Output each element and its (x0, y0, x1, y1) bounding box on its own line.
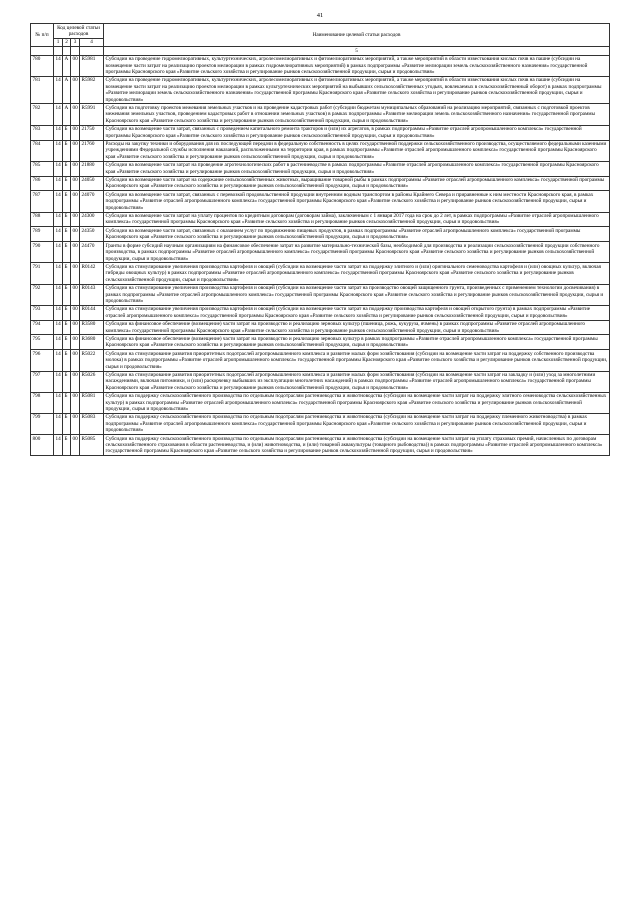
code-part-1: 14 (54, 227, 63, 242)
code-part-1: 14 (54, 176, 63, 191)
table-row (31, 350, 610, 371)
code-part-3: 00 (71, 76, 80, 104)
code-part-4: R5991 (80, 104, 104, 125)
row-description: Субсидии на возмещение части затрат на содержание сельскохозяйственных животных, выращивание товарной рыбы в рамках подпрограммы «Развитие отраслей агропромышленного комплекса» государственной программы Красноярского края «Развитие сельского хозяйства и регулирование рынков сельскохозяйственной продукции, сырья и продовольствия» (104, 176, 610, 191)
code-part-1: 14 (54, 242, 63, 263)
code-part-2: Б (63, 284, 71, 305)
code-part-4: R5081 (80, 392, 104, 413)
row-description: Субсидии на финансовое обеспечение (возмещение) части затрат на производство и реализацию зерновых культур в рамках подпрограммы «Развитие отраслей агропромышленного комплекса» государственной программы Красноярского края «Развитие сельского хозяйства и регулирование рынков сельскохозяйственной продукции, сырья и продовольствия» (104, 335, 610, 350)
row-number: 799 (31, 413, 54, 434)
code-part-2: Б (63, 161, 71, 176)
code-part-3: 00 (71, 284, 80, 305)
row-number: 796 (31, 350, 54, 371)
table-row (31, 413, 610, 434)
code-part-1: 14 (54, 435, 63, 456)
code-part-3: 00 (71, 227, 80, 242)
row-number: 782 (31, 104, 54, 125)
row-number: 783 (31, 125, 54, 140)
row-number: 791 (31, 263, 54, 284)
code-part-2: А (63, 104, 71, 125)
sub-col-1: 1 (54, 38, 63, 46)
table-row (31, 335, 610, 350)
row-description: Гранты в форме субсидий научным организациям на финансовое обеспечение затрат на развитие материально-технической базы, необходимой для производства и реализации сельскохозяйственной продукции собственного производства, в рамках подпрограммы «Развитие отраслей агропромышленного комплекса» государственной программы Красноярского края «Развитие сельского хозяйства и регулирование рынков сельскохозяйственной продукции, сырья и продовольствия» (104, 242, 610, 263)
code-part-2: Б (63, 392, 71, 413)
table-row (31, 435, 610, 456)
code-part-3: 00 (71, 212, 80, 227)
code-part-3: 00 (71, 140, 80, 161)
row-description: Субсидии на возмещение части затрат на проведение агротехнологических работ в растениеводстве в рамках подпрограммы «Развитие отраслей агропромышленного комплекса» государственной программы Красноярского края «Развитие сельского хозяйства и регулирование рынков сельскохозяйственной продукции, сырья и продовольствия» (104, 161, 610, 176)
code-part-4: 24050 (80, 176, 104, 191)
code-part-1: 14 (54, 413, 63, 434)
code-part-1: 14 (54, 191, 63, 212)
row-number: 793 (31, 305, 54, 320)
code-part-4: R5026 (80, 371, 104, 392)
code-header: Код целевой статьи расходов (54, 24, 104, 39)
code-part-1: 14 (54, 140, 63, 161)
code-part-1: 14 (54, 392, 63, 413)
sub-col-3: 3 (71, 38, 80, 46)
row-number: 795 (31, 335, 54, 350)
row-number: 798 (31, 392, 54, 413)
row-number: 789 (31, 227, 54, 242)
code-part-3: 00 (71, 392, 80, 413)
code-part-4: R0144 (80, 305, 104, 320)
row-number: 780 (31, 55, 54, 76)
code-part-1: 14 (54, 335, 63, 350)
row-description: Расходы на закупку техники и оборудования для их последующей передачи в федеральную собственность в целях государственной поддержки сельскохозяйственного производства, осуществляемого федеральными казенными учреждениями Федеральной службы исполнения наказаний, расположенными на территории края, в рамках подпрограммы «Развитие отраслей агропромышленного комплекса» государственной программы Красноярского края «Развитие сельского хозяйства и регулирование рынков сельскохозяйственной продукции, сырья и продовольствия» (104, 140, 610, 161)
code-part-3: 00 (71, 335, 80, 350)
code-part-1: 14 (54, 55, 63, 76)
code-part-4: 24470 (80, 242, 104, 263)
code-part-3: 00 (71, 413, 80, 434)
code-part-2: Б (63, 305, 71, 320)
row-description: Субсидии на возмещение части затрат, связанных с проведением капитального ремонта тракторов и (или) их агрегатов, в рамках подпрограммы «Развитие отраслей агропромышленного комплекса» государственной программы Красноярского края «Развитие сельского хозяйства и регулирование рынков сельскохозяйственной продукции, сырья и продовольствия» (104, 125, 610, 140)
table-row (31, 191, 610, 212)
code-part-4: R3680 (80, 335, 104, 350)
name-column-number: 5 (104, 47, 610, 55)
code-part-4: 24300 (80, 212, 104, 227)
row-description: Субсидии на возмещение части затрат, связанных с перевозкой продовольственной продукции внутренним водным транспортом в районы Крайнего Севера и приравненные к ним местности Красноярского края, в рамках подпрограммы «Развитие отраслей агропромышленного комплекса» государственной программы Красноярского края «Развитие сельского хозяйства и регулирование рынков сельскохозяйственной продукции, сырья и продовольствия» (104, 191, 610, 212)
code-part-1: 14 (54, 76, 63, 104)
num-header: № п/п (31, 24, 54, 47)
code-part-1: 14 (54, 125, 63, 140)
table-row (31, 242, 610, 263)
row-description: Субсидии на возмещение части затрат, связанных с оказанием услуг по продвижению пищевых продуктов, в рамках подпрограммы «Развитие отраслей агропромышленного комплекса» государственной программы Красноярского края «Развитие сельского хозяйства и регулирование рынков сельскохозяйственной продукции, сырья и продовольствия» (104, 227, 610, 242)
code-part-3: 00 (71, 176, 80, 191)
table-row (31, 176, 610, 191)
code-part-2: Б (63, 435, 71, 456)
row-description: Субсидии на стимулирование увеличения производства картофеля и овощей (субсидии на возмещение части затрат на производство овощей защищенного грунта, произведенных с применением технологии досвечивания) в рамках подпрограммы «Развитие отраслей агропромышленного комплекса» государственной программы Красноярского края «Развитие сельского хозяйства и регулирование рынков сельскохозяйственной продукции, сырья и продовольствия» (104, 284, 610, 305)
row-number: 786 (31, 176, 54, 191)
row-number: 797 (31, 371, 54, 392)
table-row (31, 76, 610, 104)
sub-col-2: 2 (63, 38, 71, 46)
table-row (31, 305, 610, 320)
table-row (31, 212, 610, 227)
code-part-4: R3580 (80, 320, 104, 335)
code-part-2: Б (63, 212, 71, 227)
table-row (31, 125, 610, 140)
row-number: 781 (31, 76, 54, 104)
code-part-1: 14 (54, 212, 63, 227)
row-description: Субсидии на поддержку сельскохозяйственного производства по отдельным подотраслям растениеводства и животноводства (субсидии на возмещение части затрат на поддержку элитного семеноводства сельскохозяйственных культур) в рамках подпрограммы «Развитие отраслей агропромышленного комплекса» государственной программы Красноярского края «Развитие сельского хозяйства и регулирование рынков сельскохозяйственной продукции, сырья и продовольствия» (104, 392, 610, 413)
code-part-4: R5085 (80, 435, 104, 456)
code-part-3: 00 (71, 371, 80, 392)
code-part-2: А (63, 55, 71, 76)
code-part-3: 00 (71, 263, 80, 284)
row-description: Субсидии на стимулирование развития приоритетных подотраслей агропромышленного комплекса и развитие малых форм хозяйствования (субсидии на возмещение части затрат на закладку и (или) уход за многолетними насаждениями, включая питомники, и (или) раскорчевку выбывших из эксплуатации многолетних насаждений) в рамках подпрограммы «Развитие отраслей агропромышленного комплекса» государственной программы Красноярского края «Развитие сельского хозяйства и регулирование рынков сельскохозяйственной продукции, сырья и продовольствия» (104, 371, 610, 392)
column-number-row (31, 47, 610, 55)
row-description: Субсидии на стимулирование развития приоритетных подотраслей агропромышленного комплекса и развитие малых форм хозяйствования (субсидии на возмещение части затрат на поддержку собственного производства молока) в рамках подпрограммы «Развитие отраслей агропромышленного комплекса» государственной программы Красноярского края «Развитие сельского хозяйства и регулирование рынков сельскохозяйственной продукции, сырья и продовольствия» (104, 350, 610, 371)
table-row (31, 263, 610, 284)
row-description: Субсидии на стимулирование увеличения производства картофеля и овощей (субсидии на возмещение части затрат на поддержку элитного и (или) оригинального семеноводства картофеля и (или) овощных культур, включая гибриды овощных культур) в рамках подпрограммы «Развитие отраслей агропромышленного комплекса» государственной программы Красноярского края «Развитие сельского хозяйства и регулирование рынков сельскохозяйственной продукции, сырья и продовольствия» (104, 263, 610, 284)
code-part-3: 00 (71, 305, 80, 320)
code-part-3: 00 (71, 191, 80, 212)
code-part-1: 14 (54, 263, 63, 284)
code-part-4: R5022 (80, 350, 104, 371)
code-part-4: 24350 (80, 227, 104, 242)
code-part-4: R5982 (80, 76, 104, 104)
code-part-2: Б (63, 176, 71, 191)
code-part-3: 00 (71, 104, 80, 125)
code-part-2: Б (63, 335, 71, 350)
code-part-1: 14 (54, 320, 63, 335)
row-description: Субсидии на финансовое обеспечение (возмещение) части затрат на производство и реализацию зерновых культур (пшеница, рожь, кукуруза, ячмень) в рамках подпрограммы «Развитие отраслей агропромышленного комплекса» государственной программы Красноярского края «Развитие сельского хозяйства и регулирование рынков сельскохозяйственной продукции, сырья и продовольствия» (104, 320, 610, 335)
code-part-3: 00 (71, 435, 80, 456)
table-row (31, 161, 610, 176)
row-description: Субсидии на поддержку сельскохозяйственного производства по отдельным подотраслям растениеводства и животноводства (субсидии на возмещение части затрат на уплату страховых премий, начисленных по договорам сельскохозяйственного страхования в области растениеводства, и (или) животноводства, и (или) товарной аквакультуры (товарного рыбоводства)) в рамках подпрограммы «Развитие отраслей агропромышленного комплекса» государственной программы Красноярского края «Развитие сельского хозяйства и регулирование рынков сельскохозяйственной продукции, сырья и продовольствия» (104, 435, 610, 456)
code-part-4: 21880 (80, 161, 104, 176)
row-number: 790 (31, 242, 54, 263)
code-part-3: 00 (71, 242, 80, 263)
code-part-1: 14 (54, 284, 63, 305)
sub-col-4: 4 (80, 38, 104, 46)
code-part-3: 00 (71, 350, 80, 371)
code-part-1: 14 (54, 104, 63, 125)
row-number: 784 (31, 140, 54, 161)
code-part-2: Б (63, 350, 71, 371)
code-part-1: 14 (54, 350, 63, 371)
code-part-2: Б (63, 191, 71, 212)
table-row (31, 140, 610, 161)
code-part-3: 00 (71, 55, 80, 76)
table-row (31, 284, 610, 305)
code-part-2: Б (63, 371, 71, 392)
row-number: 800 (31, 435, 54, 456)
code-part-2: Б (63, 140, 71, 161)
row-number: 794 (31, 320, 54, 335)
code-part-4: 21750 (80, 125, 104, 140)
table-row (31, 320, 610, 335)
code-part-3: 00 (71, 161, 80, 176)
code-part-2: Б (63, 263, 71, 284)
name-header: Наименование целевой статьи расходов (104, 24, 610, 47)
code-part-1: 14 (54, 161, 63, 176)
code-part-1: 14 (54, 305, 63, 320)
code-part-4: R0142 (80, 263, 104, 284)
code-part-2: Б (63, 413, 71, 434)
code-part-1: 14 (54, 371, 63, 392)
code-part-4: R0143 (80, 284, 104, 305)
code-part-2: А (63, 76, 71, 104)
page-number: 41 (316, 12, 324, 19)
code-part-2: Б (63, 320, 71, 335)
row-description: Субсидии на поддержку сельскохозяйственного производства по отдельным подотраслям растениеводства и животноводства (субсидии на возмещение части затрат на поддержку племенного животноводства) в рамках подпрограммы «Развитие отраслей агропромышленного комплекса» государственной программы Красноярского края «Развитие сельского хозяйства и регулирование рынков сельскохозяйственной продукции, сырья и продовольствия» (104, 413, 610, 434)
row-number: 792 (31, 284, 54, 305)
code-part-3: 00 (71, 125, 80, 140)
table-row (31, 227, 610, 242)
table-row (31, 392, 610, 413)
row-description: Субсидии на проведение гидромелиоративных, культуртехнических, агролесомелиоративных и фитомелиоративных мероприятий, а также мероприятий в области известкования кислых почв на пашне (субсидии на возмещение части затрат на реализацию проектов мелиорации в рамках гидромелиоративных мероприятий) в рамках подпрограммы «Развитие мелиорации земель сельскохозяйственного назначения» государственной программы Красноярского края «Развитие сельского хозяйства и регулирование рынков сельскохозяйственной продукции, сырья и продовольствия» (104, 55, 610, 76)
code-part-3: 00 (71, 320, 80, 335)
row-description: Субсидии на стимулирование увеличения производства картофеля и овощей (субсидии на возмещение части затрат на поддержку производства картофеля и овощей открытого грунта) в рамках подпрограммы «Развитие отраслей агропромышленного комплекса» государственной программы Красноярского края «Развитие сельского хозяйства и регулирование рынков сельскохозяйственной продукции, сырья и продовольствия» (104, 305, 610, 320)
row-number: 785 (31, 161, 54, 176)
code-part-4: R5083 (80, 413, 104, 434)
table-row (31, 371, 610, 392)
row-number: 788 (31, 212, 54, 227)
table-row (31, 104, 610, 125)
code-part-4: 24070 (80, 191, 104, 212)
budget-table (30, 23, 610, 456)
row-number: 787 (31, 191, 54, 212)
row-description: Субсидии на подготовку проектов межевания земельных участков и на проведение кадастровых работ (субсидии бюджетам муниципальных образований на реализацию мероприятий, связанных с подготовкой проектов межевания земельных участков, проведением кадастровых работ в отношении земельных участков) в рамках подпрограммы «Развитие мелиорации земель сельскохозяйственного назначения» государственной программы Красноярского края «Развитие сельского хозяйства и регулирование рынков сельскохозяйственной продукции, сырья и продовольствия» (104, 104, 610, 125)
code-part-2: Б (63, 125, 71, 140)
code-part-4: R5981 (80, 55, 104, 76)
row-description: Субсидии на проведение гидромелиоративных, культуртехнических, агролесомелиоративных и фитомелиоративных мероприятий, а также мероприятий в области известкования кислых почв на пашне (субсидии на возмещение части затрат на реализацию проектов мелиорации в рамках культуртехнических мероприятий на выбывших сельскохозяйственных угодьях, вовлекаемых в сельскохозяйственный оборот) в рамках подпрограммы «Развитие мелиорации земель сельскохозяйственного назначения» государственной программы Красноярского края «Развитие сельского хозяйства и регулирование рынков сельскохозяйственной продукции, сырья и продовольствия» (104, 76, 610, 104)
row-description: Субсидии на возмещение части затрат на уплату процентов по кредитным договорам (договорам займа), заключенным с 1 января 2017 года на срок до 2 лет, в рамках подпрограммы «Развитие отраслей агропромышленного комплекса» государственной программы Красноярского края «Развитие сельского хозяйства и регулирование рынков сельскохозяйственной продукции, сырья и продовольствия» (104, 212, 610, 227)
code-part-2: Б (63, 227, 71, 242)
code-part-4: 21760 (80, 140, 104, 161)
table-row (31, 55, 610, 76)
code-part-2: Б (63, 242, 71, 263)
